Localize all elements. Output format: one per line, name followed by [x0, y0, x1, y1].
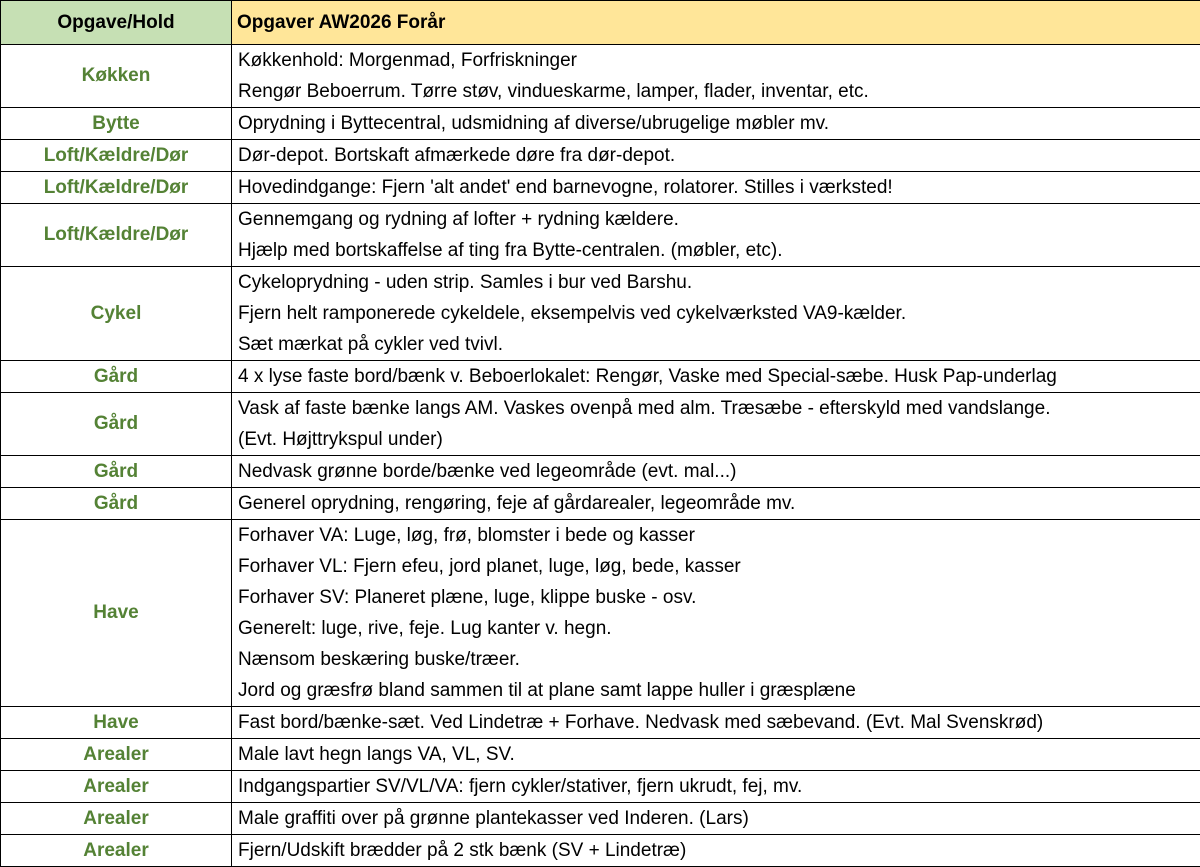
hold-cell[interactable]: Loft/Kældre/Dør — [1, 140, 232, 172]
task-line: Sæt mærkat på cykler ved tvivl. — [238, 329, 1200, 360]
tasks-cell[interactable] — [232, 108, 1200, 140]
tasks-cell[interactable] — [232, 520, 1200, 707]
task-line: Gennemgang og rydning af lofter + rydning kældere. — [238, 204, 1200, 235]
table-row — [1, 361, 1200, 393]
tasks-cell[interactable] — [232, 771, 1200, 803]
hold-cell[interactable]: Gård — [1, 393, 232, 456]
hold-cell[interactable]: Arealer — [1, 803, 232, 835]
table-row — [1, 204, 1200, 267]
hold-cell[interactable]: Arealer — [1, 739, 232, 771]
table-row — [1, 803, 1200, 835]
header-hold[interactable]: Opgave/Hold — [1, 1, 232, 45]
hold-cell[interactable]: Have — [1, 707, 232, 739]
task-line: (Evt. Højttrykspul under) — [238, 424, 1200, 455]
tasks-cell[interactable] — [232, 204, 1200, 267]
tasks-cell[interactable] — [232, 707, 1200, 739]
tasks-cell[interactable] — [232, 803, 1200, 835]
task-line: Nedvask grønne borde/bænke ved legeområde (evt. mal...) — [238, 456, 1200, 487]
hold-cell[interactable]: Have — [1, 520, 232, 707]
table-row — [1, 835, 1200, 867]
task-line: Hovedindgange: Fjern 'alt andet' end barnevogne, rolatorer. Stilles i værksted! — [238, 172, 1200, 203]
task-line: Hjælp med bortskaffelse af ting fra Bytte-centralen. (møbler, etc). — [238, 235, 1200, 266]
task-line: Køkkenhold: Morgenmad, Forfriskninger — [238, 45, 1200, 76]
table-row — [1, 108, 1200, 140]
hold-cell[interactable]: Gård — [1, 361, 232, 393]
tasks-cell[interactable] — [232, 488, 1200, 520]
task-line: Nænsom beskæring buske/træer. — [238, 644, 1200, 675]
task-line: Forhaver VA: Luge, løg, frø, blomster i bede og kasser — [238, 520, 1200, 551]
tasks-cell[interactable] — [232, 835, 1200, 867]
table-row — [1, 172, 1200, 204]
task-line: Vask af faste bænke langs AM. Vaskes ovenpå med alm. Træsæbe - efterskyld med vandslange. — [238, 393, 1200, 424]
hold-cell[interactable]: Loft/Kældre/Dør — [1, 172, 232, 204]
table-row — [1, 771, 1200, 803]
table-row — [1, 45, 1200, 108]
task-line: Fast bord/bænke-sæt. Ved Lindetræ + Forhave. Nedvask med sæbevand. (Evt. Mal Svenskrød) — [238, 707, 1200, 738]
table-row — [1, 140, 1200, 172]
tasks-cell[interactable] — [232, 739, 1200, 771]
hold-cell[interactable]: Arealer — [1, 835, 232, 867]
task-line: Rengør Beboerrum. Tørre støv, vindueskarme, lamper, flader, inventar, etc. — [238, 76, 1200, 107]
hold-cell[interactable]: Arealer — [1, 771, 232, 803]
header-tasks[interactable]: Opgaver AW2026 Forår — [232, 1, 1200, 45]
task-line: Forhaver SV: Planeret plæne, luge, klippe buske - osv. — [238, 582, 1200, 613]
table-row — [1, 520, 1200, 707]
table-row — [1, 267, 1200, 361]
table-row — [1, 707, 1200, 739]
tasks-cell[interactable] — [232, 140, 1200, 172]
hold-cell[interactable]: Gård — [1, 488, 232, 520]
hold-cell[interactable]: Bytte — [1, 108, 232, 140]
task-line: Fjern/Udskift brædder på 2 stk bænk (SV + Lindetræ) — [238, 835, 1200, 866]
tasks-cell[interactable] — [232, 361, 1200, 393]
task-line: 4 x lyse faste bord/bænk v. Beboerlokalet: Rengør, Vaske med Special-sæbe. Husk Pap-underlag — [238, 361, 1200, 392]
hold-cell[interactable]: Cykel — [1, 267, 232, 361]
task-line: Generelt: luge, rive, feje. Lug kanter v. hegn. — [238, 613, 1200, 644]
task-line: Fjern helt ramponerede cykeldele, eksempelvis ved cykelværksted VA9-kælder. — [238, 298, 1200, 329]
task-line: Cykeloprydning - uden strip. Samles i bur ved Barshu. — [238, 267, 1200, 298]
table-row — [1, 393, 1200, 456]
tasks-cell[interactable] — [232, 45, 1200, 108]
header-row — [1, 1, 1200, 45]
tasks-cell[interactable] — [232, 267, 1200, 361]
task-line: Indgangspartier SV/VL/VA: fjern cykler/stativer, fjern ukrudt, fej, mv. — [238, 771, 1200, 802]
task-line: Male lavt hegn langs VA, VL, SV. — [238, 739, 1200, 770]
tasks-cell[interactable] — [232, 172, 1200, 204]
tasks-cell[interactable] — [232, 456, 1200, 488]
hold-cell[interactable]: Køkken — [1, 45, 232, 108]
hold-cell[interactable]: Loft/Kældre/Dør — [1, 204, 232, 267]
table-row — [1, 456, 1200, 488]
hold-cell[interactable]: Gård — [1, 456, 232, 488]
task-line: Dør-depot. Bortskaft afmærkede døre fra dør-depot. — [238, 140, 1200, 171]
task-line: Forhaver VL: Fjern efeu, jord planet, luge, løg, bede, kasser — [238, 551, 1200, 582]
table-row — [1, 739, 1200, 771]
task-line: Generel oprydning, rengøring, feje af gårdarealer, legeområde mv. — [238, 488, 1200, 519]
task-line: Jord og græsfrø bland sammen til at plane samt lappe huller i græsplæne — [238, 675, 1200, 706]
task-line: Oprydning i Byttecentral, udsmidning af diverse/ubrugelige møbler mv. — [238, 108, 1200, 139]
table-row — [1, 488, 1200, 520]
tasks-cell[interactable] — [232, 393, 1200, 456]
task-line: Male graffiti over på grønne plantekasser ved Inderen. (Lars) — [238, 803, 1200, 834]
